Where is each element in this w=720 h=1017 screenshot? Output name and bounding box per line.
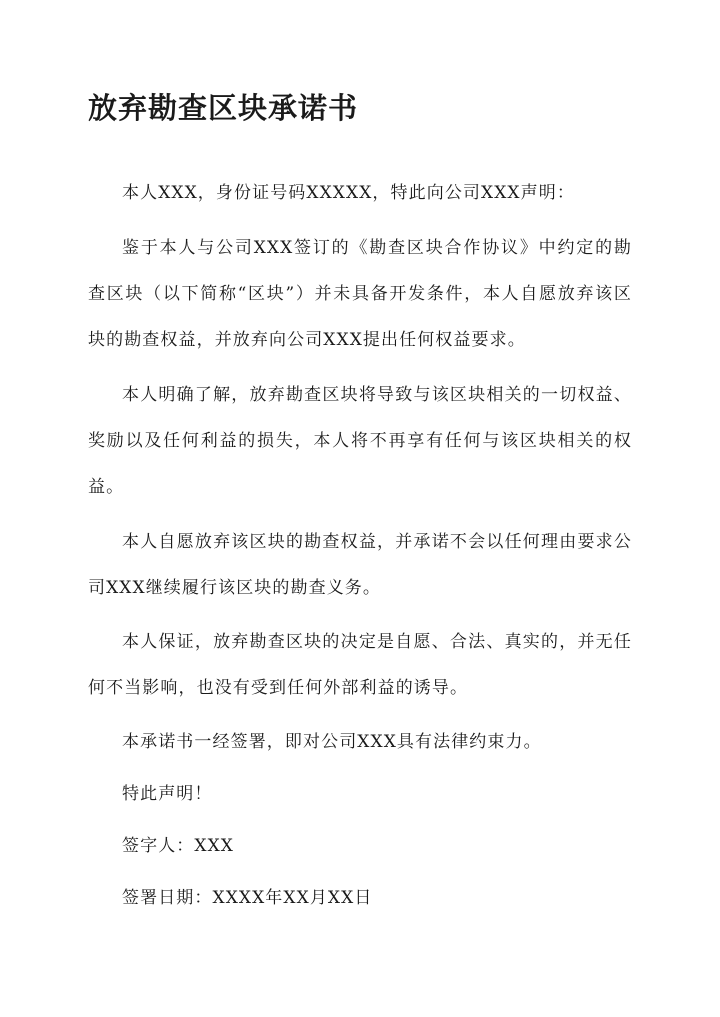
- guarantee-paragraph: 本人保证，放弃勘查区块的决定是自愿、合法、真实的，并无任何不当影响，也没有受到任何外部利益的诱导。: [88, 632, 632, 698]
- closing-statement: 特此声明！: [122, 784, 213, 804]
- consequence-paragraph: 本人明确了解，放弃勘查区块将导致与该区块相关的一切权益、奖励以及任何利益的损失，本人将不再享有任何与该区块相关的权益。: [88, 385, 632, 497]
- document-body: [88, 170, 632, 921]
- commitment-paragraph: 本人自愿放弃该区块的勘查权益，并承诺不会以任何理由要求公司XXX继续履行该区块的勘查义务。: [88, 532, 632, 598]
- signature-line: 签字人：XXX: [122, 836, 235, 856]
- date-line: 签署日期：XXXX年XX月XX日: [122, 888, 373, 908]
- binding-force-paragraph: 本承诺书一经签署，即对公司XXX具有法律约束力。: [122, 732, 542, 752]
- agreement-paragraph: 鉴于本人与公司XXX签订的《勘查区块合作协议》中约定的勘查区块（以下简称“区块”）并未具备开发条件，本人自愿放弃该区块的勘查权益，并放弃向公司XXX提出任何权益要求。: [88, 238, 632, 350]
- declaration-intro-paragraph: 本人XXX，身份证号码XXXXX，特此向公司XXX声明：: [122, 183, 575, 203]
- document-title: 放弃勘查区块承诺书: [88, 91, 359, 125]
